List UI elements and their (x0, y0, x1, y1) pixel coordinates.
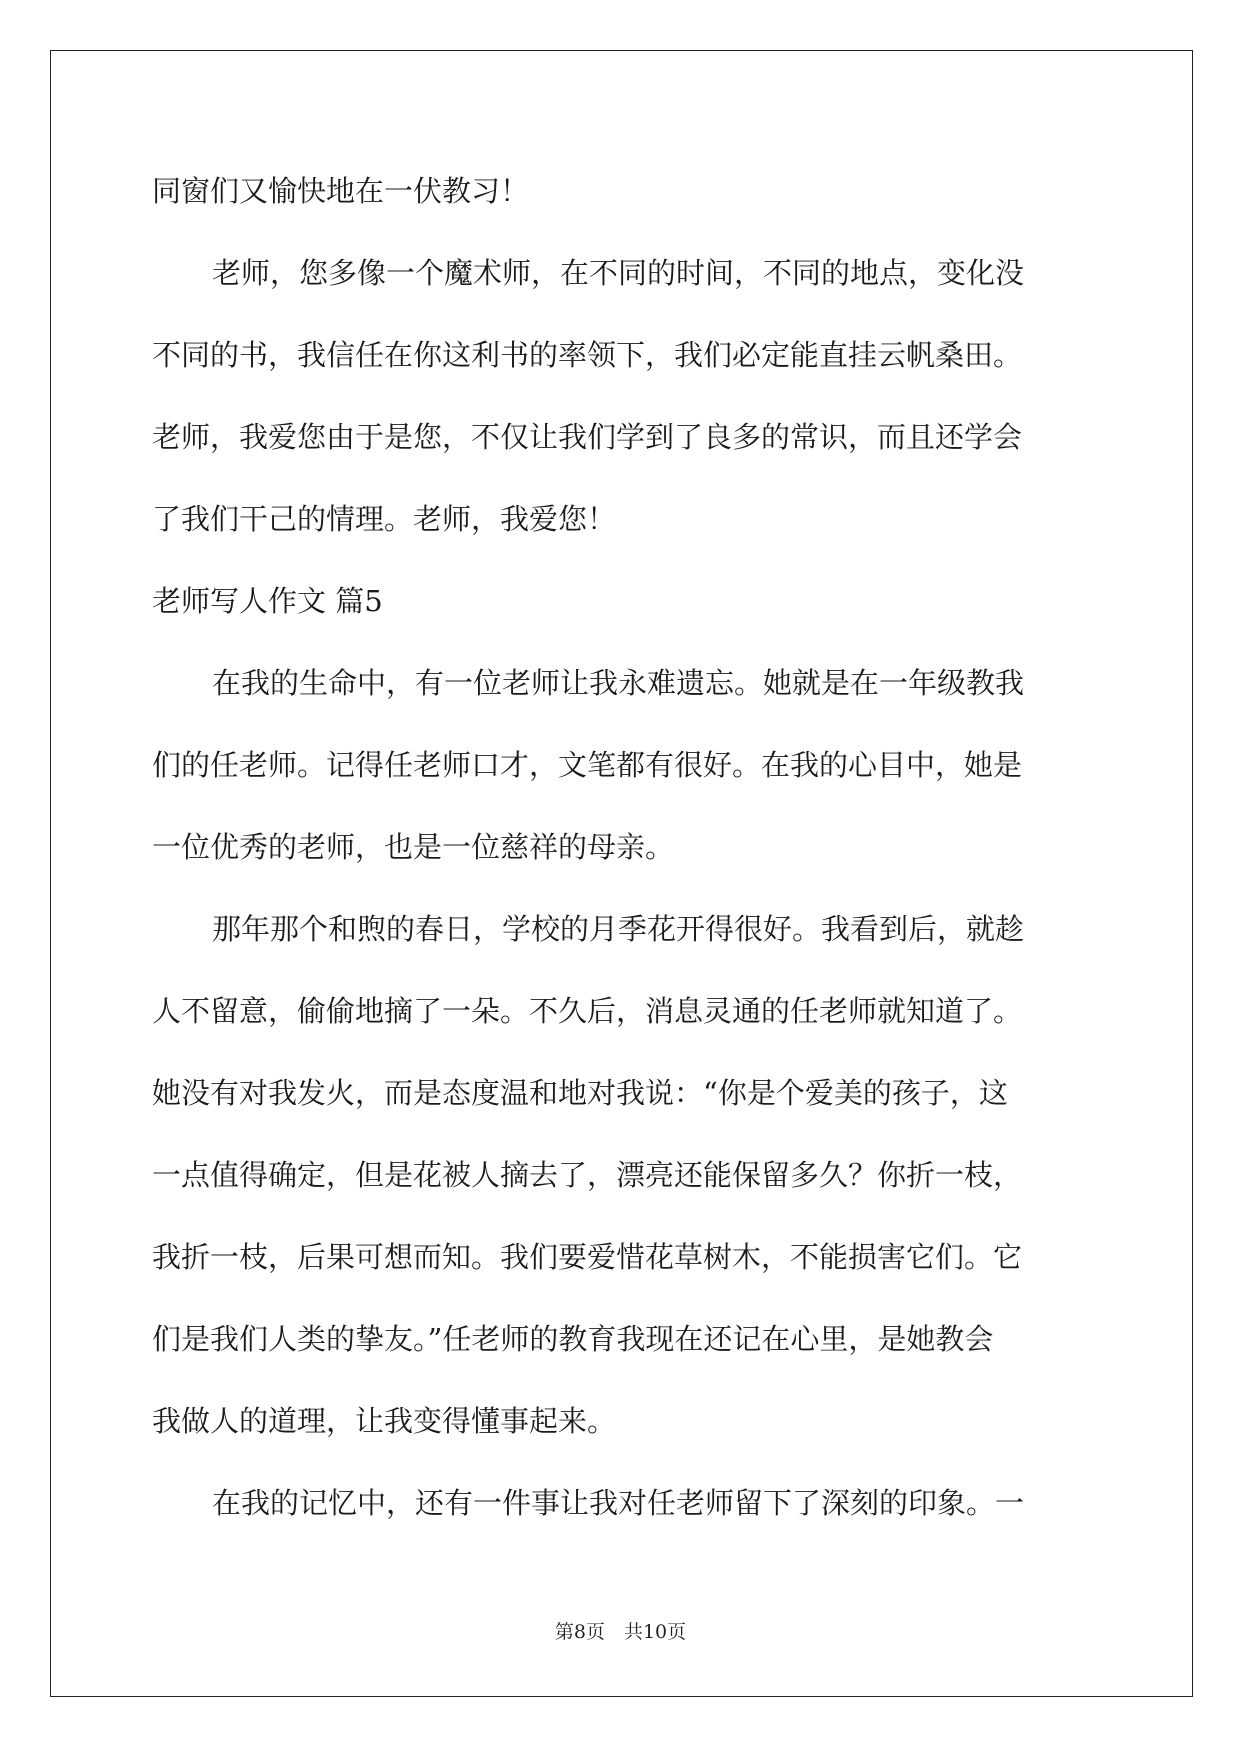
text-line: 们的任老师。记得任老师口才，文笔都有很好。在我的心目中，她是 (152, 748, 1023, 782)
text-line: 在我的生命中，有一位老师让我永难遗忘。她就是在一年级教我 (212, 666, 1025, 700)
text-line: 在我的记忆中，还有一件事让我对任老师留下了深刻的印象。一 (212, 1486, 1025, 1520)
text-line: 们是我们人类的挚友。”任老师的教育我现在还记在心里，是她教会 (152, 1322, 994, 1356)
text-line: 人不留意，偷偷地摘了一朵。不久后，消息灵通的任老师就知道了。 (152, 994, 1023, 1028)
page-border (50, 50, 1193, 1697)
text-line: 一位优秀的老师，也是一位慈祥的母亲。 (152, 830, 675, 864)
text-line: 不同的书，我信任在你这利书的率领下，我们必定能直挂云帆桑田。 (152, 338, 1023, 372)
text-line: 一点值得确定，但是花被人摘去了，漂亮还能保留多久？你折一枝， (152, 1158, 1023, 1192)
text-line: 同窗们又愉快地在一伏教习！ (152, 174, 530, 208)
text-line: 我做人的道理，让我变得懂事起来。 (152, 1404, 617, 1438)
text-line: 老师，我爱您由于是您，不仅让我们学到了良多的常识，而且还学会 (152, 420, 1023, 454)
text-line: 那年那个和煦的春日，学校的月季花开得很好。我看到后，就趁 (212, 912, 1025, 946)
text-line: 老师，您多像一个魔术师，在不同的时间，不同的地点，变化没 (212, 256, 1025, 290)
section-heading: 老师写人作文 篇5 (152, 584, 383, 618)
text-line: 她没有对我发火，而是态度温和地对我说：“你是个爱美的孩子，这 (152, 1076, 1008, 1110)
page-number: 第8页 共10页 (554, 1621, 687, 1643)
text-line: 我折一枝，后果可想而知。我们要爱惜花草树木，不能损害它们。它 (152, 1240, 1023, 1274)
text-line: 了我们干己的情理。老师，我爱您！ (152, 502, 617, 536)
